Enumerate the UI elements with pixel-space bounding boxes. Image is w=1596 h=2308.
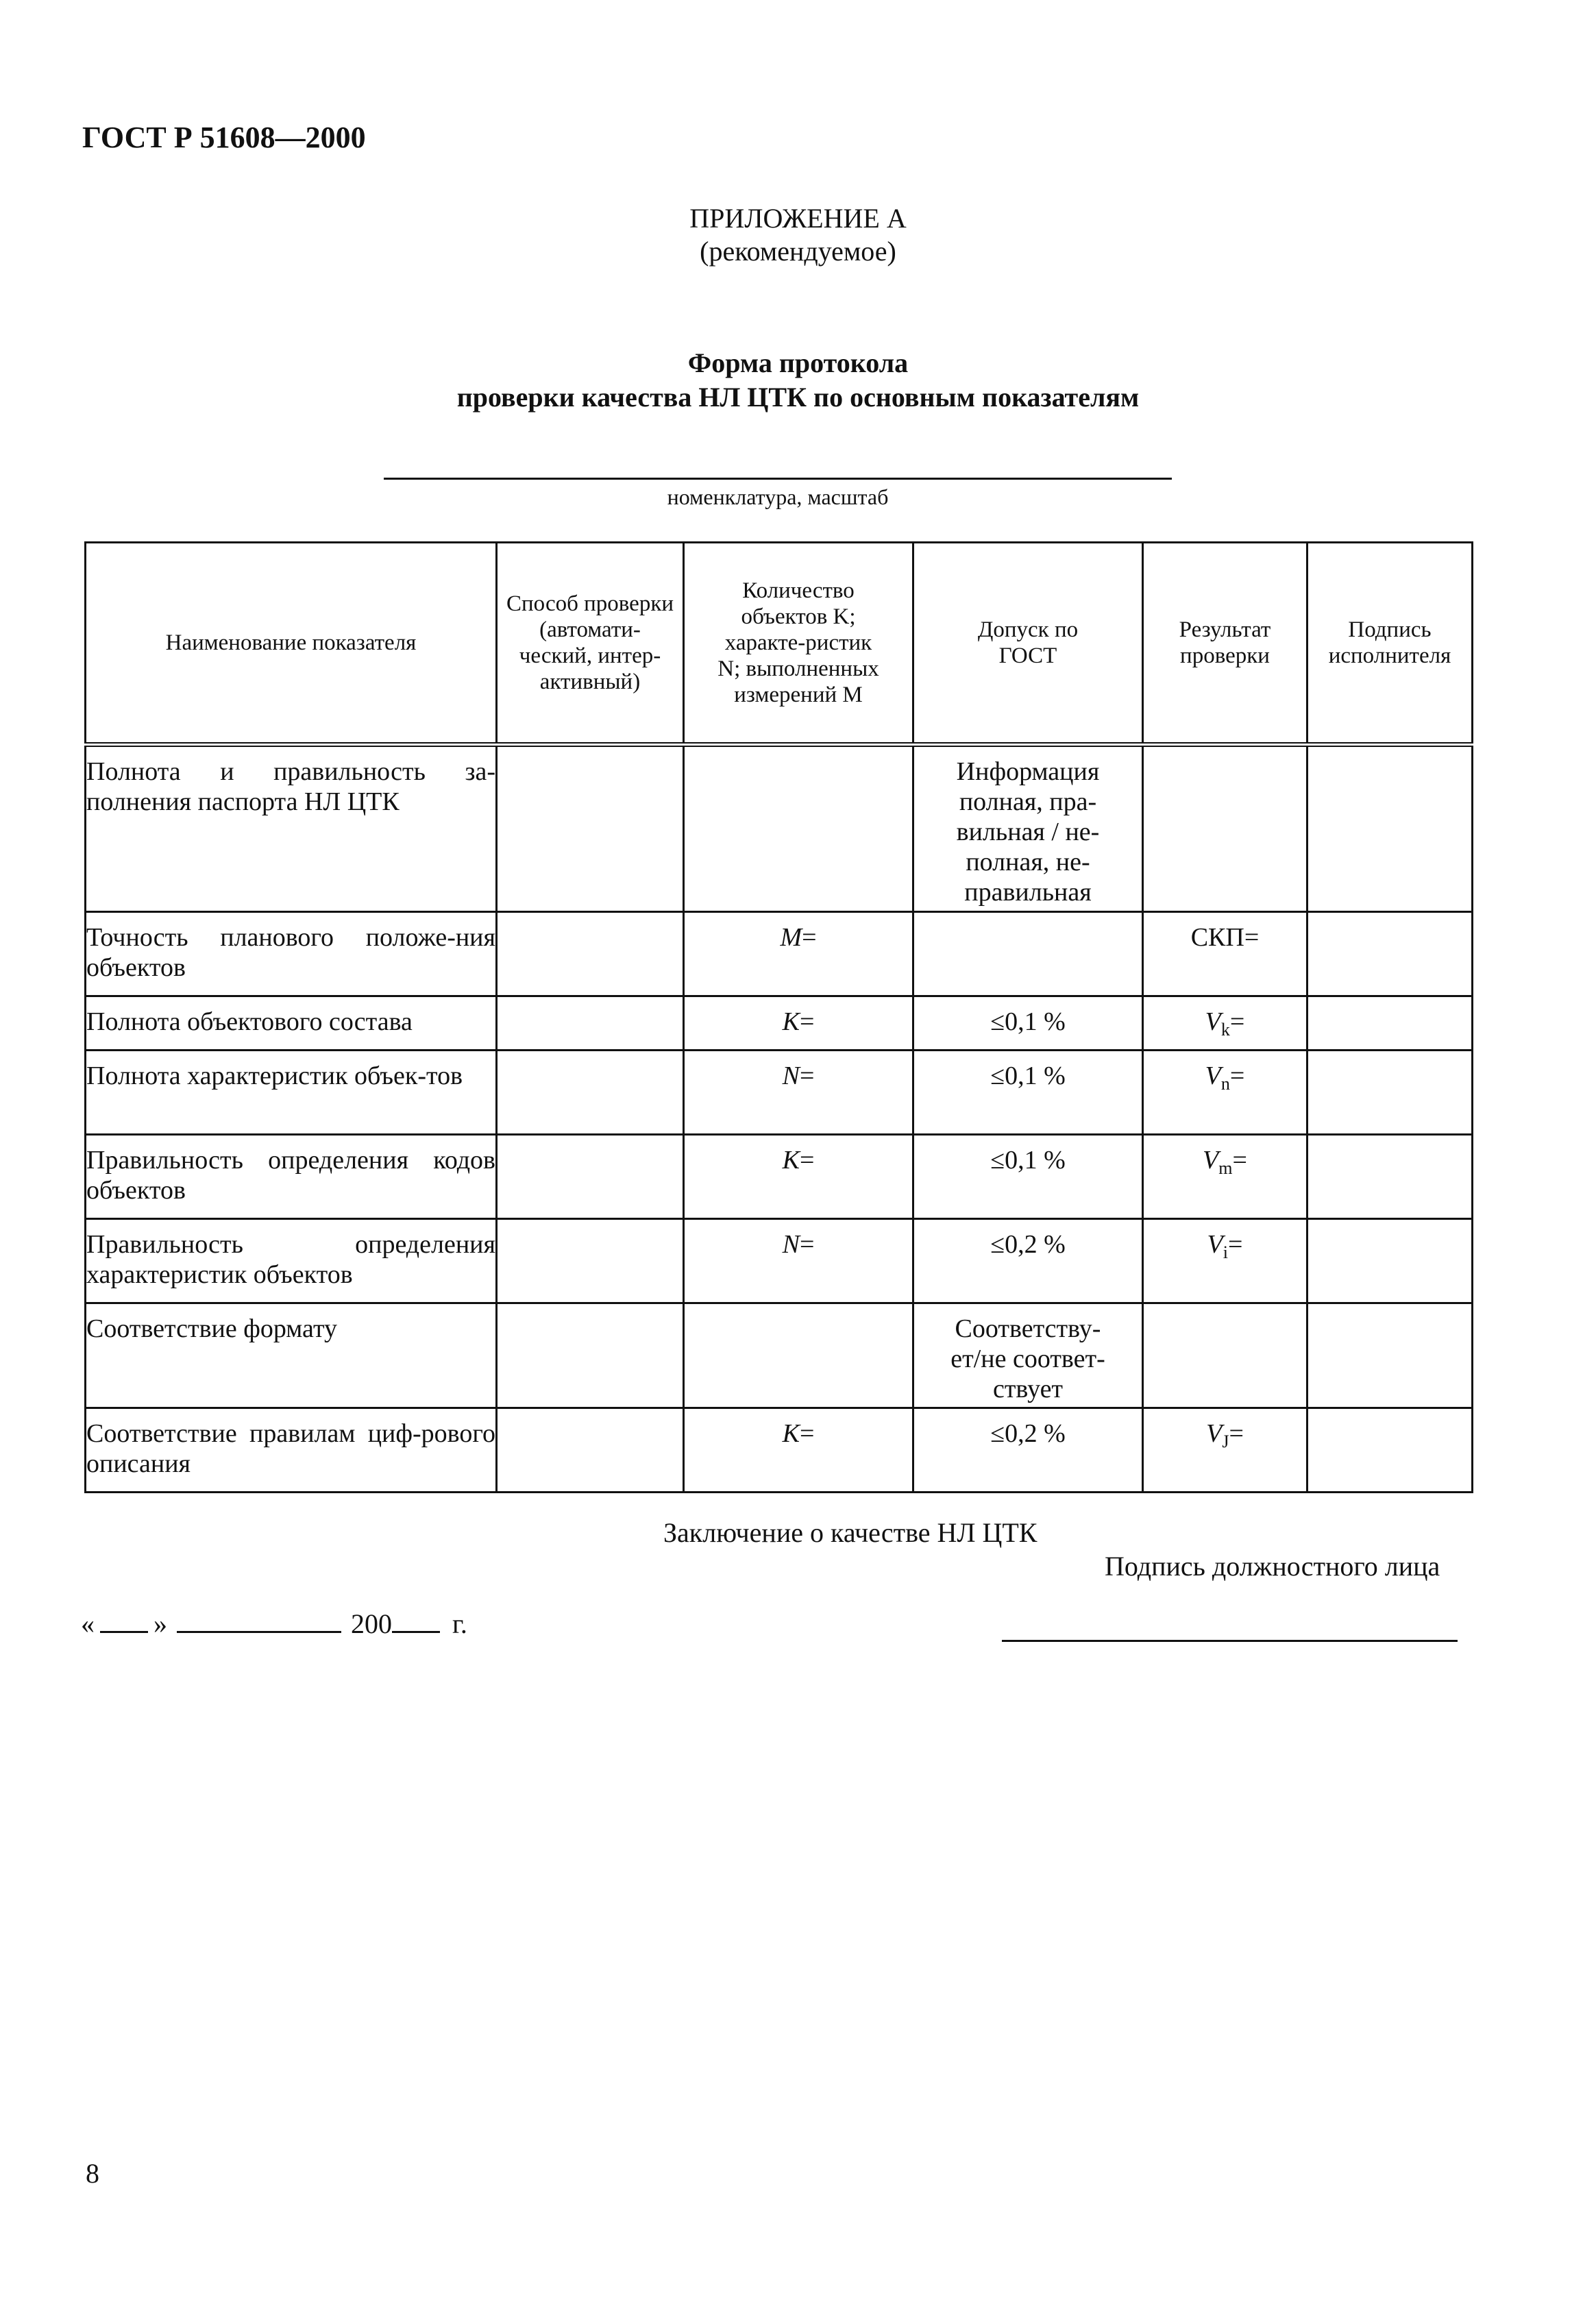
result-subscript: J [1222,1432,1229,1451]
indicator-name [86,745,497,912]
conclusion-label: Заключение о качестве НЛ ЦТК [663,1517,1038,1548]
tolerance-cell: ≤0,1 % [913,996,1143,1051]
table-header-row [86,543,1473,745]
result-symbol: V [1203,1146,1219,1175]
check-method-cell[interactable] [497,912,684,996]
tolerance-cell: ≤0,1 % [913,1051,1143,1135]
check-method-cell[interactable] [497,1135,684,1219]
check-method-cell[interactable] [497,996,684,1051]
indicator-name-text: Полнота и правильность за-полнения паспорта НЛ ЦТК [86,757,495,816]
signature-label: Подпись должностного лица [1105,1551,1440,1582]
result-operator: = [1228,1230,1243,1259]
table-row [86,1135,1473,1219]
signature-cell[interactable] [1308,745,1473,912]
indicator-name [86,1219,497,1303]
count-operator: = [802,923,817,952]
year-prefix: 200 [351,1608,392,1639]
result-cell[interactable] [1143,996,1308,1051]
tolerance-cell: ≤0,2 % [913,1219,1143,1303]
indicator-name [86,1135,497,1219]
nomenclature-blank-line[interactable] [384,478,1172,480]
count-cell[interactable] [684,1051,913,1135]
header-check-method: Способ проверки (автомати-ческий, интер-активный) [497,543,684,745]
result-symbol: V [1206,1419,1223,1448]
indicator-name-text: Полнота характеристик объек-тов [86,1061,463,1090]
header-indicator-name: Наименование показателя [86,543,497,745]
result-cell[interactable] [1143,1051,1308,1135]
indicator-name [86,912,497,996]
table-row [86,1303,1473,1408]
nomenclature-caption: номенклатура, масштаб [667,484,889,509]
count-cell[interactable] [684,1303,913,1408]
count-cell[interactable] [684,996,913,1051]
indicator-name-text: Соответствие формату [86,1314,338,1343]
signature-blank-line[interactable] [1002,1640,1458,1642]
tolerance-cell: Соответству-ет/не соответ-ствует [913,1303,1143,1408]
result-operator: = [1232,1146,1247,1175]
signature-cell[interactable] [1308,1219,1473,1303]
result-symbol: V [1205,1007,1221,1036]
check-method-cell[interactable] [497,1219,684,1303]
page-number: 8 [86,2158,99,2189]
indicator-name [86,996,497,1051]
signature-cell[interactable] [1308,996,1473,1051]
indicator-name-text: Соответствие правилам циф-рового описания [86,1419,495,1478]
tolerance-cell: Информация полная, пра-вильная / не-полная, не-правильная [913,745,1143,912]
table-row [86,996,1473,1051]
date-field [81,1608,467,1640]
indicator-name [86,1408,497,1493]
count-cell[interactable] [684,1135,913,1219]
count-cell[interactable] [684,1219,913,1303]
count-symbol: K [782,1007,800,1036]
signature-cell[interactable] [1308,1135,1473,1219]
count-operator: = [799,1419,815,1448]
header-signature: Подпись исполнителя [1308,543,1473,745]
indicator-name [86,1303,497,1408]
result-operator: = [1229,1007,1245,1036]
count-operator: = [799,1061,815,1090]
count-operator: = [799,1146,815,1175]
indicator-name-text: Правильность определения характеристик объектов [86,1230,495,1289]
result-cell[interactable] [1143,1219,1308,1303]
result-cell[interactable] [1143,1303,1308,1408]
count-cell[interactable] [684,745,913,912]
check-method-cell[interactable] [497,1303,684,1408]
check-method-cell[interactable] [497,745,684,912]
result-symbol: V [1207,1230,1223,1259]
count-cell[interactable] [684,912,913,996]
table-row [86,1408,1473,1493]
result-cell[interactable] [1143,745,1308,912]
result-subscript: m [1218,1158,1233,1178]
indicator-name-text: Точность планового положе-ния объектов [86,923,495,982]
result-subscript: n [1220,1074,1230,1094]
result-operator: = [1229,1419,1244,1448]
result-cell[interactable] [1143,1135,1308,1219]
indicator-name-text: Правильность определения кодов объектов [86,1146,495,1205]
tolerance-cell: ≤0,2 % [913,1408,1143,1493]
check-method-cell[interactable] [497,1051,684,1135]
annex-subtitle: (рекомендуемое) [700,236,896,267]
table-row [86,745,1473,912]
year-blank[interactable] [392,1608,440,1633]
result-cell[interactable] [1143,1408,1308,1493]
result-symbol: СКП= [1190,923,1260,952]
count-operator: = [799,1007,815,1036]
table-row [86,1219,1473,1303]
tolerance-cell: ≤0,1 % [913,1135,1143,1219]
count-cell[interactable] [684,1408,913,1493]
result-cell[interactable] [1143,912,1308,996]
result-subscript: i [1223,1242,1228,1262]
year-suffix: г. [452,1608,467,1639]
protocol-table [84,541,1473,1493]
check-method-cell[interactable] [497,1408,684,1493]
signature-cell[interactable] [1308,1051,1473,1135]
result-subscript: k [1220,1020,1230,1040]
indicator-name-text: Полнота объектового состава [86,1007,413,1036]
count-symbol: N [782,1061,800,1090]
count-operator: = [799,1230,815,1259]
result-symbol: V [1205,1061,1221,1090]
table-row [86,912,1473,996]
date-close-quote: » [154,1608,167,1639]
header-result: Результат проверки [1143,543,1308,745]
form-title-line1: Форма протокола [687,347,909,378]
result-operator: = [1229,1061,1245,1090]
annex-title: ПРИЛОЖЕНИЕ А [689,203,907,234]
month-blank[interactable] [177,1608,341,1633]
form-title-line2: проверки качества НЛ ЦТК по основным показателям [456,382,1140,413]
date-open-quote: « [81,1608,95,1639]
count-symbol: M [780,923,802,952]
header-tolerance: Допуск по ГОСТ [913,543,1143,745]
count-symbol: K [782,1419,800,1448]
signature-cell[interactable] [1308,1408,1473,1493]
standard-id: ГОСТ Р 51608—2000 [82,121,366,154]
tolerance-cell[interactable] [913,912,1143,996]
day-blank[interactable] [100,1608,148,1633]
count-symbol: K [782,1146,800,1175]
table-row [86,1051,1473,1135]
signature-cell[interactable] [1308,1303,1473,1408]
header-count: Количество объектов K; характе-ристик N; выполненных измерений M [684,543,913,745]
indicator-name [86,1051,497,1135]
signature-cell[interactable] [1308,912,1473,996]
count-symbol: N [782,1230,800,1259]
